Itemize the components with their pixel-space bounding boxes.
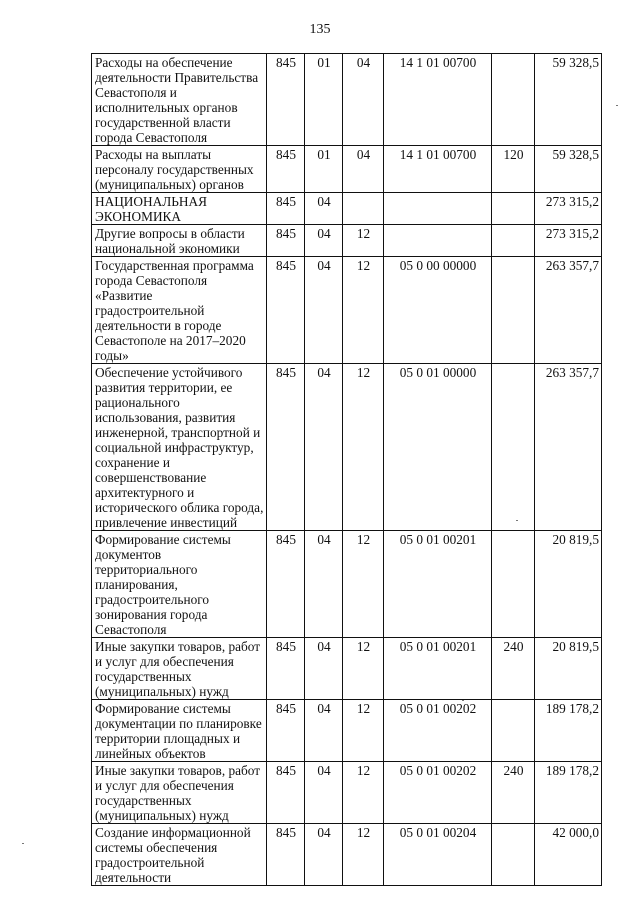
section-code: 04: [305, 193, 343, 225]
expense-type-code: [492, 824, 535, 886]
expense-type-code: 120: [492, 146, 535, 193]
subsection-code: 12: [343, 824, 384, 886]
subsection-code: 12: [343, 364, 384, 531]
page-number: 135: [309, 22, 331, 37]
dept-code: 845: [267, 638, 305, 700]
table-row: [92, 531, 602, 638]
expense-type-code: [492, 364, 535, 531]
row-name: Создание информационной системы обеспечения градостроительной деятельности: [92, 824, 267, 886]
row-name: Иные закупки товаров, работ и услуг для обеспечения государственных (муниципальных) нужд: [92, 638, 267, 700]
subsection-code: 12: [343, 638, 384, 700]
subsection-code: 04: [343, 146, 384, 193]
target-article-code: 05 0 01 00202: [384, 700, 492, 762]
row-name: Расходы на обеспечение деятельности Правительства Севастополя и исполнительных органов государственной власти города Севастополя: [92, 54, 267, 146]
section-code: 04: [305, 364, 343, 531]
target-article-code: 05 0 01 00000: [384, 364, 492, 531]
amount: 59 328,5: [535, 54, 602, 146]
amount: 59 328,5: [535, 146, 602, 193]
table-row: [92, 54, 602, 146]
expense-type-code: [492, 700, 535, 762]
budget-table: [91, 53, 602, 886]
subsection-code: 04: [343, 54, 384, 146]
target-article-code: 14 1 01 00700: [384, 54, 492, 146]
section-code: 04: [305, 762, 343, 824]
amount: 20 819,5: [535, 638, 602, 700]
scan-speck: [516, 520, 518, 521]
amount: 273 315,2: [535, 193, 602, 225]
expense-type-code: [492, 54, 535, 146]
dept-code: 845: [267, 824, 305, 886]
dept-code: 845: [267, 257, 305, 364]
section-code: 01: [305, 54, 343, 146]
row-name: Расходы на выплаты персоналу государственных (муниципальных) органов: [92, 146, 267, 193]
row-name: Обеспечение устойчивого развития территории, ее рационального использования, развития инженерной, транспортной и социальной инфраструктур, сохранение и совершенствование архитектурного и исторического облика города, привлечение инвестиций: [92, 364, 267, 531]
amount: 273 315,2: [535, 225, 602, 257]
target-article-code: [384, 193, 492, 225]
table-row: [92, 762, 602, 824]
amount: 20 819,5: [535, 531, 602, 638]
dept-code: 845: [267, 193, 305, 225]
subsection-code: 12: [343, 225, 384, 257]
table-row: [92, 193, 602, 225]
scan-speck: [462, 700, 464, 701]
subsection-code: 12: [343, 700, 384, 762]
dept-code: 845: [267, 54, 305, 146]
subsection-code: 12: [343, 531, 384, 638]
target-article-code: 14 1 01 00700: [384, 146, 492, 193]
row-name: Государственная программа города Севастополя «Развитие градостроительной деятельности в городе Севастополе на 2017–2020 годы»: [92, 257, 267, 364]
row-name: Формирование системы документации по планировке территории площадных и линейных объектов: [92, 700, 267, 762]
table-row: [92, 700, 602, 762]
target-article-code: [384, 225, 492, 257]
expense-type-code: 240: [492, 638, 535, 700]
amount: 189 178,2: [535, 762, 602, 824]
row-name: Формирование системы документов территориального планирования, градостроительного зонирования города Севастополя: [92, 531, 267, 638]
scan-speck: [22, 843, 24, 844]
table-row: [92, 257, 602, 364]
dept-code: 845: [267, 762, 305, 824]
row-name: НАЦИОНАЛЬНАЯ ЭКОНОМИКА: [92, 193, 267, 225]
scan-speck: [616, 105, 618, 106]
expense-type-code: [492, 225, 535, 257]
target-article-code: 05 0 01 00201: [384, 531, 492, 638]
amount: 263 357,7: [535, 257, 602, 364]
expense-type-code: 240: [492, 762, 535, 824]
dept-code: 845: [267, 700, 305, 762]
table-row: [92, 146, 602, 193]
amount: 189 178,2: [535, 700, 602, 762]
table-row: [92, 824, 602, 886]
section-code: 04: [305, 225, 343, 257]
subsection-code: [343, 193, 384, 225]
section-code: 04: [305, 638, 343, 700]
dept-code: 845: [267, 364, 305, 531]
expense-type-code: [492, 193, 535, 225]
section-code: 04: [305, 824, 343, 886]
expense-type-code: [492, 531, 535, 638]
dept-code: 845: [267, 531, 305, 638]
dept-code: 845: [267, 146, 305, 193]
target-article-code: 05 0 00 00000: [384, 257, 492, 364]
amount: 42 000,0: [535, 824, 602, 886]
row-name: Другие вопросы в области национальной экономики: [92, 225, 267, 257]
amount: 263 357,7: [535, 364, 602, 531]
expense-type-code: [492, 257, 535, 364]
table-row: [92, 225, 602, 257]
section-code: 01: [305, 146, 343, 193]
dept-code: 845: [267, 225, 305, 257]
section-code: 04: [305, 531, 343, 638]
row-name: Иные закупки товаров, работ и услуг для обеспечения государственных (муниципальных) нужд: [92, 762, 267, 824]
table-row: [92, 638, 602, 700]
target-article-code: 05 0 01 00202: [384, 762, 492, 824]
section-code: 04: [305, 257, 343, 364]
subsection-code: 12: [343, 257, 384, 364]
section-code: 04: [305, 700, 343, 762]
target-article-code: 05 0 01 00204: [384, 824, 492, 886]
table-row: [92, 364, 602, 531]
subsection-code: 12: [343, 762, 384, 824]
target-article-code: 05 0 01 00201: [384, 638, 492, 700]
